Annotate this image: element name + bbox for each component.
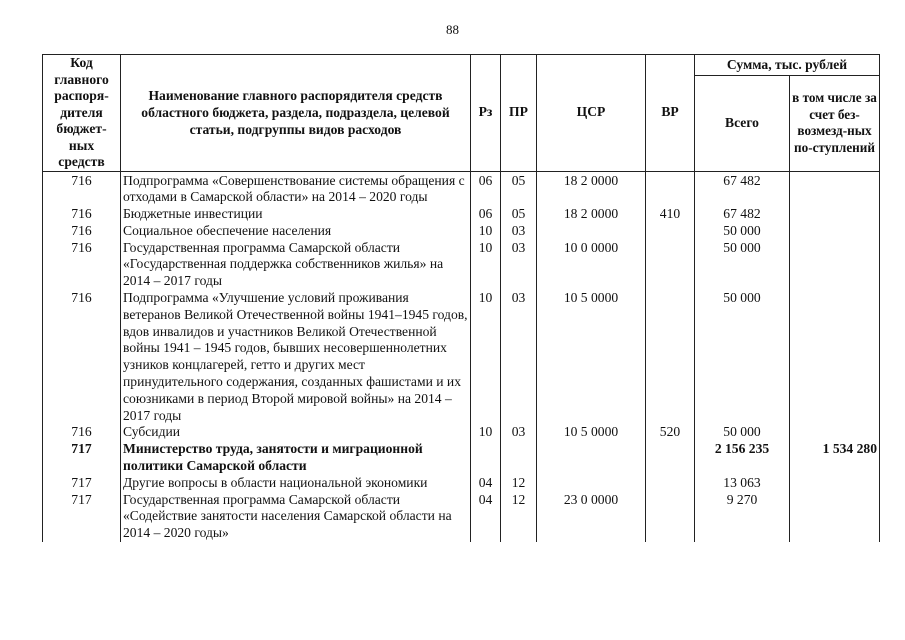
row-pr: 12 xyxy=(501,492,537,542)
row-name: Субсидии xyxy=(121,424,471,441)
row-pr: 03 xyxy=(501,240,537,290)
table-row xyxy=(43,290,880,424)
row-rz: 10 xyxy=(471,290,501,424)
row-csr xyxy=(537,441,646,475)
row-total: 50 000 xyxy=(695,223,790,240)
row-csr: 18 2 0000 xyxy=(537,171,646,206)
row-code: 717 xyxy=(43,475,121,492)
row-vr xyxy=(646,290,695,424)
row-vr xyxy=(646,240,695,290)
row-name: Социальное обеспечение населения xyxy=(121,223,471,240)
row-pr: 05 xyxy=(501,171,537,206)
row-name: Бюджетные инвестиции xyxy=(121,206,471,223)
row-total: 13 063 xyxy=(695,475,790,492)
row-code: 716 xyxy=(43,223,121,240)
header-code: Код главного распоря-дителя бюджет-ных средств xyxy=(43,55,121,172)
row-rz: 06 xyxy=(471,206,501,223)
row-vr xyxy=(646,441,695,475)
table-body xyxy=(43,171,880,542)
row-vr xyxy=(646,223,695,240)
page-number: 88 xyxy=(446,22,459,37)
row-incl xyxy=(790,492,880,542)
row-vr: 520 xyxy=(646,424,695,441)
table-row xyxy=(43,171,880,206)
row-rz xyxy=(471,441,501,475)
row-vr xyxy=(646,171,695,206)
row-total: 9 270 xyxy=(695,492,790,542)
table-row xyxy=(43,475,880,492)
row-pr: 03 xyxy=(501,290,537,424)
row-pr xyxy=(501,441,537,475)
row-incl: 1 534 280 xyxy=(790,441,880,475)
row-code: 716 xyxy=(43,424,121,441)
row-code: 716 xyxy=(43,240,121,290)
row-pr: 12 xyxy=(501,475,537,492)
row-name: Государственная программа Самарской области «Содействие занятости населения Самарской области на 2014 – 2020 годы» xyxy=(121,492,471,542)
row-code: 716 xyxy=(43,206,121,223)
row-name: Другие вопросы в области национальной экономики xyxy=(121,475,471,492)
row-incl xyxy=(790,223,880,240)
header-name: Наименование главного распорядителя средств областного бюджета, раздела, подраздела, целевой статьи, подгруппы видов расходов xyxy=(121,55,471,172)
row-csr: 10 5 0000 xyxy=(537,424,646,441)
row-csr: 10 0 0000 xyxy=(537,240,646,290)
row-total: 2 156 235 xyxy=(695,441,790,475)
row-code: 716 xyxy=(43,290,121,424)
header-pr: ПР xyxy=(501,55,537,172)
row-vr: 410 xyxy=(646,206,695,223)
row-csr: 10 5 0000 xyxy=(537,290,646,424)
header-vr: ВР xyxy=(646,55,695,172)
header-incl: в том числе за счет без-возмезд-ных по-ступлений xyxy=(790,76,880,172)
row-pr: 03 xyxy=(501,424,537,441)
budget-table xyxy=(42,54,880,542)
row-incl xyxy=(790,290,880,424)
row-name: Государственная программа Самарской области «Государственная поддержка собственников жилья» на 2014 – 2017 годы xyxy=(121,240,471,290)
table-row xyxy=(43,206,880,223)
row-total: 67 482 xyxy=(695,171,790,206)
row-vr xyxy=(646,475,695,492)
row-rz: 10 xyxy=(471,240,501,290)
row-csr xyxy=(537,475,646,492)
row-rz: 06 xyxy=(471,171,501,206)
row-total: 50 000 xyxy=(695,240,790,290)
row-rz: 04 xyxy=(471,492,501,542)
header-sum: Сумма, тыс. рублей xyxy=(695,55,880,76)
table-row xyxy=(43,441,880,475)
row-total: 50 000 xyxy=(695,290,790,424)
row-rz: 10 xyxy=(471,223,501,240)
row-vr xyxy=(646,492,695,542)
row-csr: 18 2 0000 xyxy=(537,206,646,223)
row-incl xyxy=(790,171,880,206)
row-pr: 05 xyxy=(501,206,537,223)
table-row xyxy=(43,240,880,290)
row-name: Подпрограмма «Совершенствование системы обращения с отходами в Самарской области» на 2014 – 2020 годы xyxy=(121,171,471,206)
row-total: 50 000 xyxy=(695,424,790,441)
row-total: 67 482 xyxy=(695,206,790,223)
row-code: 717 xyxy=(43,441,121,475)
header-csr: ЦСР xyxy=(537,55,646,172)
row-incl xyxy=(790,240,880,290)
row-rz: 10 xyxy=(471,424,501,441)
row-name: Подпрограмма «Улучшение условий проживания ветеранов Великой Отечественной войны 1941–1945 годов, вдов инвалидов и участников Великой Отечественной войны 1941 – 1945 годов, бывших несовершеннолетних узников концлагерей, гетто и других мест принудительного содержания, созданных фашистами и их союзниками в период Второй мировой войны» на 2014 – 2017 годы xyxy=(121,290,471,424)
table-header xyxy=(43,55,880,172)
table-row xyxy=(43,492,880,542)
row-rz: 04 xyxy=(471,475,501,492)
row-incl xyxy=(790,424,880,441)
row-csr: 23 0 0000 xyxy=(537,492,646,542)
header-total: Всего xyxy=(695,76,790,172)
row-incl xyxy=(790,206,880,223)
table-row xyxy=(43,424,880,441)
row-name: Министерство труда, занятости и миграционной политики Самарской области xyxy=(121,441,471,475)
row-code: 717 xyxy=(43,492,121,542)
row-incl xyxy=(790,475,880,492)
row-pr: 03 xyxy=(501,223,537,240)
row-csr xyxy=(537,223,646,240)
row-code: 716 xyxy=(43,171,121,206)
header-rz: Рз xyxy=(471,55,501,172)
table-row xyxy=(43,223,880,240)
